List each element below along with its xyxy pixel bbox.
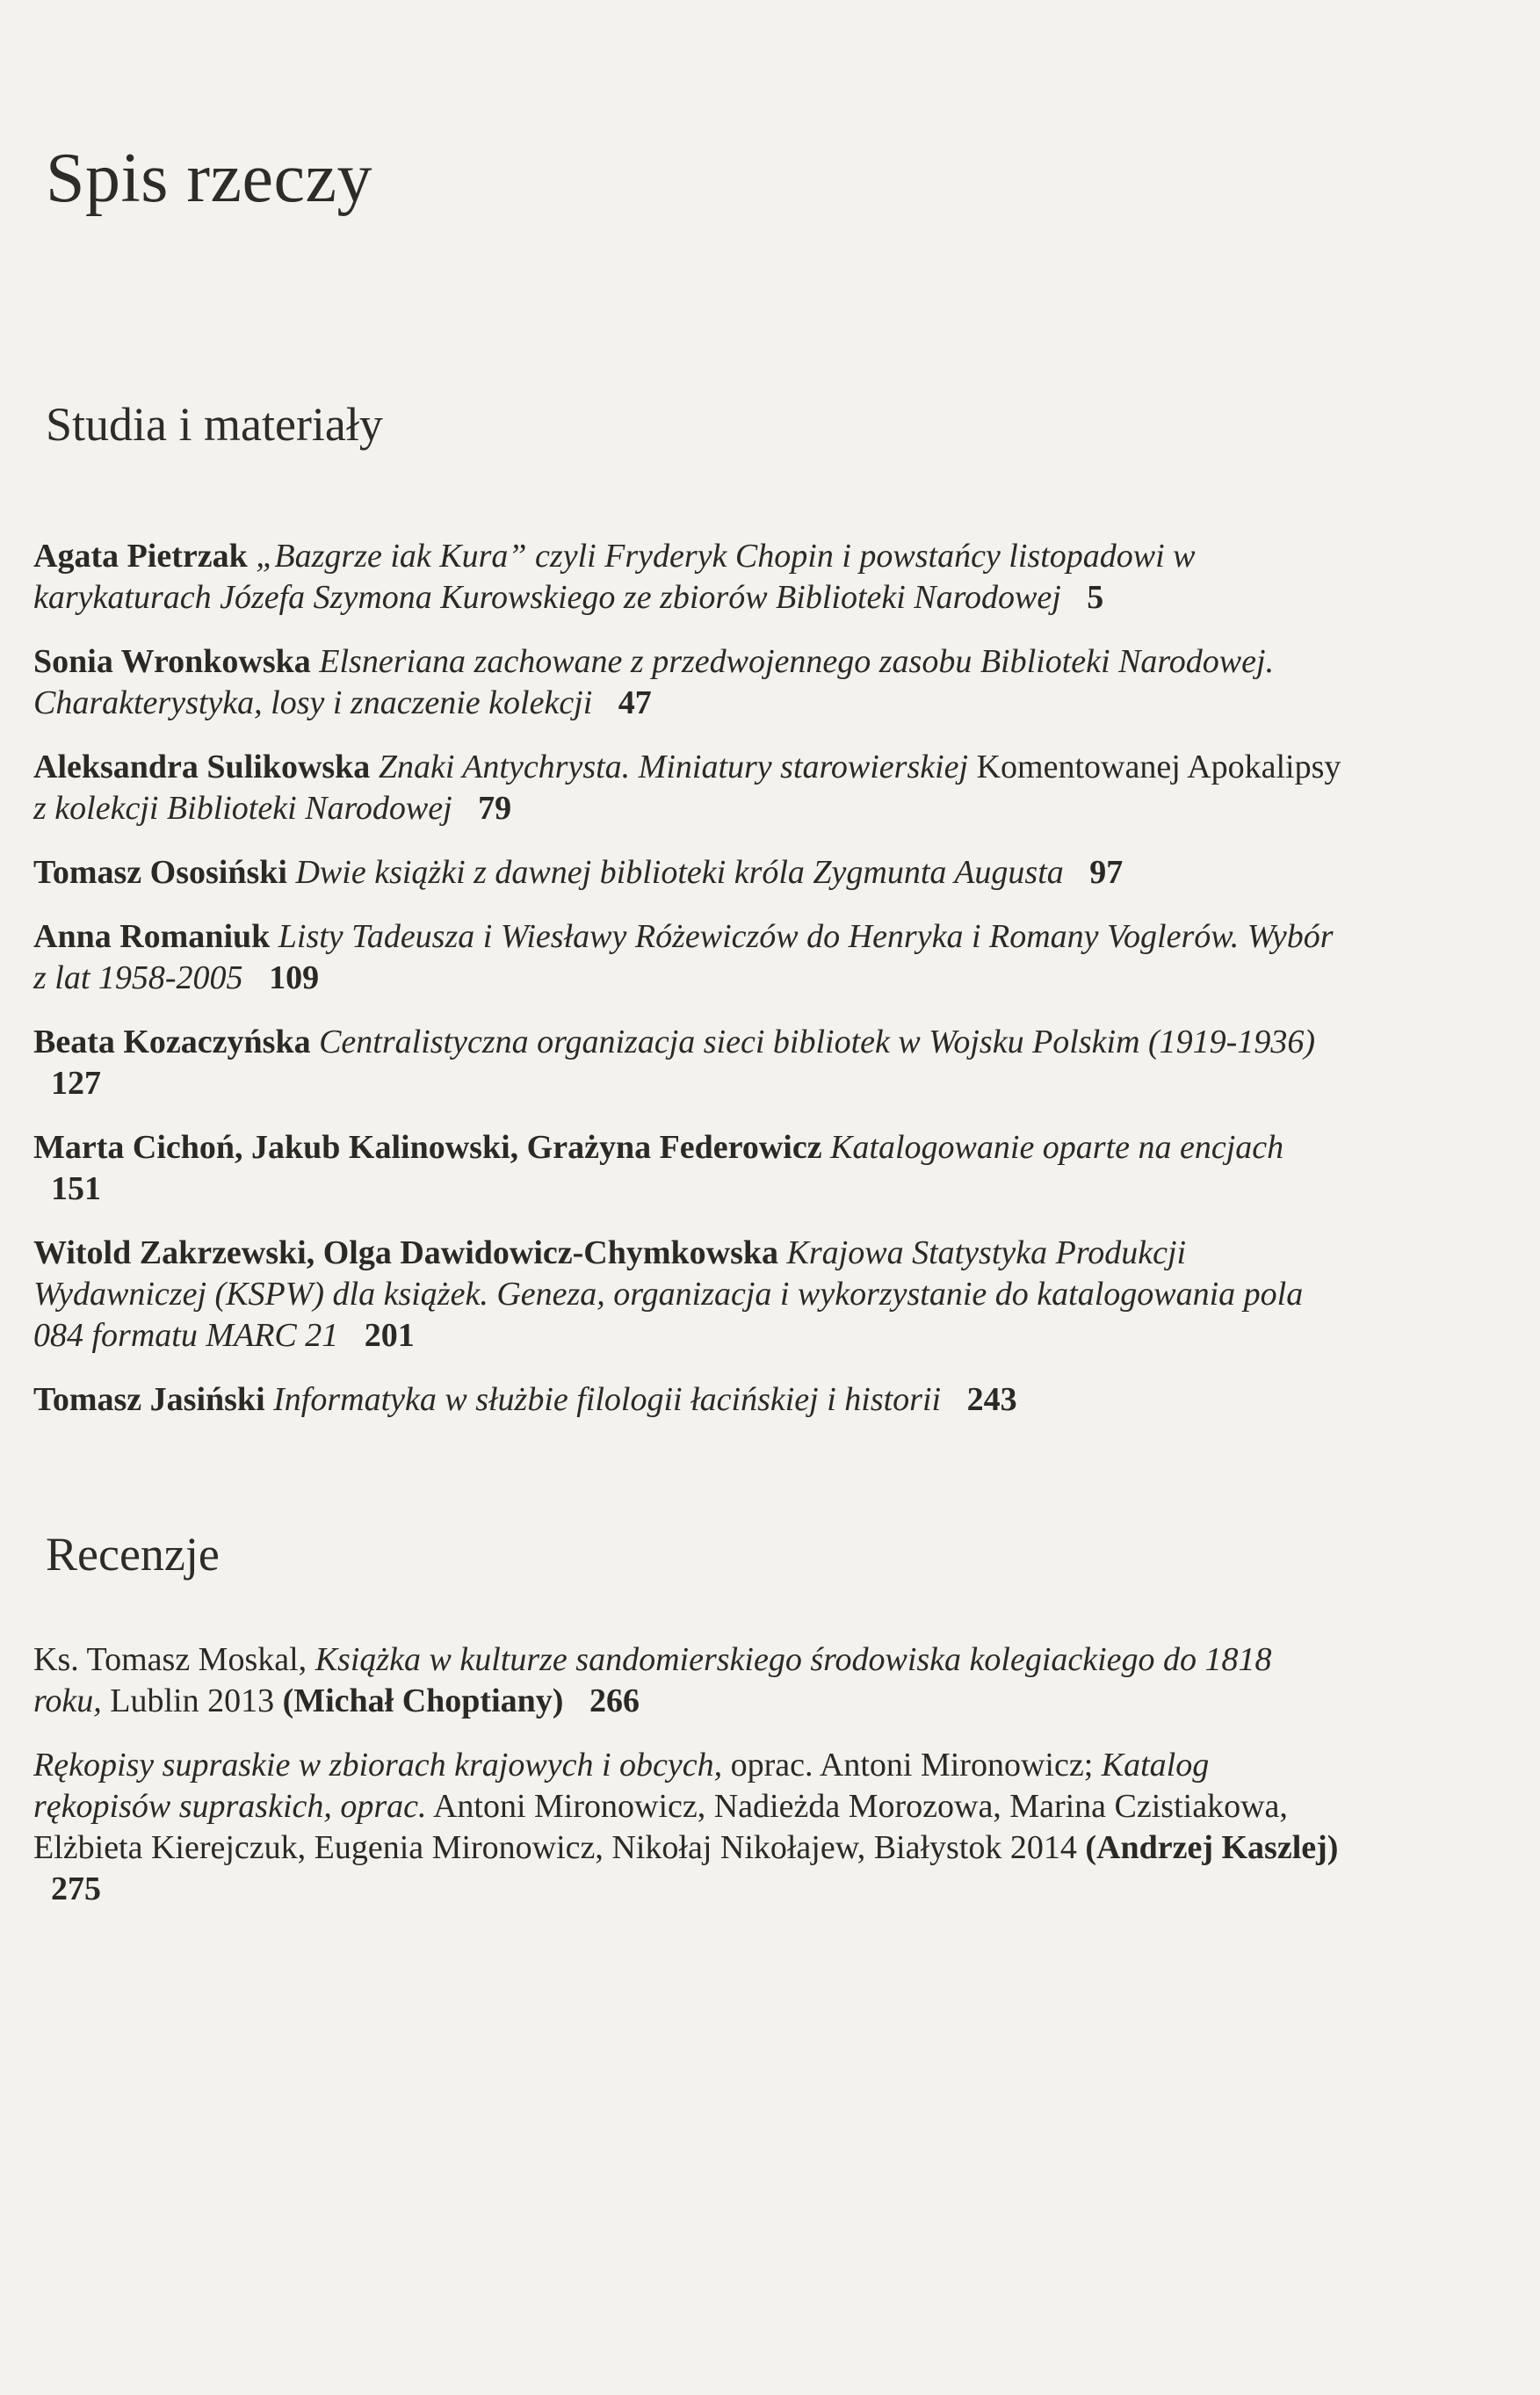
toc-entry bbox=[33, 747, 1342, 829]
entry-title: Elsneriana zachowane z przedwojennego zasobu Biblioteki Narodowej. Charakterystyka, losy i znaczenie kolekcji bbox=[33, 643, 1275, 721]
entry-title: Informatyka w służbie filologii łacińskiej i historii bbox=[273, 1381, 942, 1418]
entry-title-plain: Komentowanej Apokalipsy bbox=[976, 749, 1341, 785]
toc-entry bbox=[33, 852, 1342, 894]
studia-entries bbox=[33, 536, 1342, 1444]
toc-entry bbox=[33, 1379, 1342, 1421]
entry-page[interactable]: 47 bbox=[618, 684, 652, 721]
entry-author: Sonia Wronkowska bbox=[33, 643, 311, 680]
review-title: Książka w kulturze sandomierskiego środowiska kolegiackiego do 1818 roku, bbox=[33, 1641, 1272, 1719]
entry-title: Listy Tadeusza i Wiesławy Różewiczów do Henryka i Romany Voglerów. Wybór z lat 1958-2005 bbox=[33, 918, 1334, 996]
review-entry bbox=[33, 1745, 1342, 1910]
entry-author: Marta Cichoń, Jakub Kalinowski, Grażyna Federowicz bbox=[33, 1129, 822, 1166]
entry-author: Aleksandra Sulikowska bbox=[33, 749, 371, 785]
entry-title: „Bazgrze iak Kura” czyli Fryderyk Chopin i powstańcy listopadowi w karykaturach Józefa Szymona Kurowskiego ze zbiorów Biblioteki Narodowej bbox=[33, 538, 1196, 616]
entry-page[interactable]: 5 bbox=[1087, 579, 1104, 616]
review-title: Rękopisy supraskie w zbiorach krajowych i obcych, bbox=[33, 1747, 723, 1784]
entry-author: Witold Zakrzewski, Olga Dawidowicz-Chymkowska bbox=[33, 1234, 779, 1271]
entry-author: Beata Kozaczyńska bbox=[33, 1024, 311, 1060]
review-details: Lublin 2013 bbox=[110, 1682, 275, 1719]
recenzje-entries bbox=[33, 1639, 1342, 1933]
page-title: Spis rzeczy bbox=[46, 140, 373, 217]
review-page[interactable]: 275 bbox=[51, 1870, 101, 1907]
entry-page[interactable]: 127 bbox=[51, 1065, 101, 1102]
entry-page[interactable]: 151 bbox=[51, 1170, 101, 1207]
toc-entry bbox=[33, 641, 1342, 724]
entry-author: Agata Pietrzak bbox=[33, 538, 248, 575]
entry-title: Katalogowanie oparte na encjach bbox=[830, 1129, 1284, 1166]
entry-page[interactable]: 109 bbox=[269, 959, 320, 996]
toc-entry bbox=[33, 1127, 1342, 1210]
entry-page[interactable]: 243 bbox=[966, 1381, 1017, 1418]
review-entry bbox=[33, 1639, 1342, 1722]
review-details: oprac. Antoni Mironowicz; bbox=[730, 1747, 1094, 1784]
entry-title-rest: z kolekcji Biblioteki Narodowej bbox=[33, 790, 452, 827]
entry-page[interactable]: 79 bbox=[478, 790, 512, 827]
entry-author: Anna Romaniuk bbox=[33, 918, 271, 955]
review-page[interactable]: 266 bbox=[589, 1682, 640, 1719]
toc-entry bbox=[33, 916, 1342, 999]
entry-title: Znaki Antychrysta. Miniatury starowierskiej bbox=[378, 749, 969, 785]
section-heading-studia: Studia i materiały bbox=[46, 398, 383, 451]
review-details-2: Antoni Mironowicz, Nadieżda Morozowa, Marina Czistiakowa, Elżbieta Kierejczuk, Eugenia Mironowicz, Nikołaj Nikołajew, Białystok 2014 bbox=[33, 1788, 1288, 1866]
reviewer: (Andrzej Kaszlej) bbox=[1085, 1829, 1339, 1866]
entry-page[interactable]: 201 bbox=[364, 1317, 415, 1354]
toc-entry bbox=[33, 1233, 1342, 1357]
reviewer: (Michał Choptiany) bbox=[282, 1682, 564, 1719]
entry-author: Tomasz Ososiński bbox=[33, 854, 287, 891]
toc-entry bbox=[33, 1022, 1342, 1104]
section-heading-recenzje: Recenzje bbox=[46, 1528, 220, 1581]
entry-page[interactable]: 97 bbox=[1089, 854, 1124, 891]
entry-title: Dwie książki z dawnej biblioteki króla Zygmunta Augusta bbox=[295, 854, 1064, 891]
review-prefix: Ks. Tomasz Moskal, bbox=[33, 1641, 307, 1678]
review-title-2: Katalog rękopisów supraskich, oprac. bbox=[33, 1747, 1210, 1825]
toc-entry bbox=[33, 536, 1342, 619]
entry-title: Krajowa Statystyka Produkcji Wydawniczej (KSPW) dla książek. Geneza, organizacja i wykorzystanie do katalogowania pola 084 formatu MARC 21 bbox=[33, 1234, 1304, 1354]
entry-author: Tomasz Jasiński bbox=[33, 1381, 265, 1418]
entry-title: Centralistyczna organizacja sieci bibliotek w Wojsku Polskim (1919-1936) bbox=[319, 1024, 1315, 1060]
